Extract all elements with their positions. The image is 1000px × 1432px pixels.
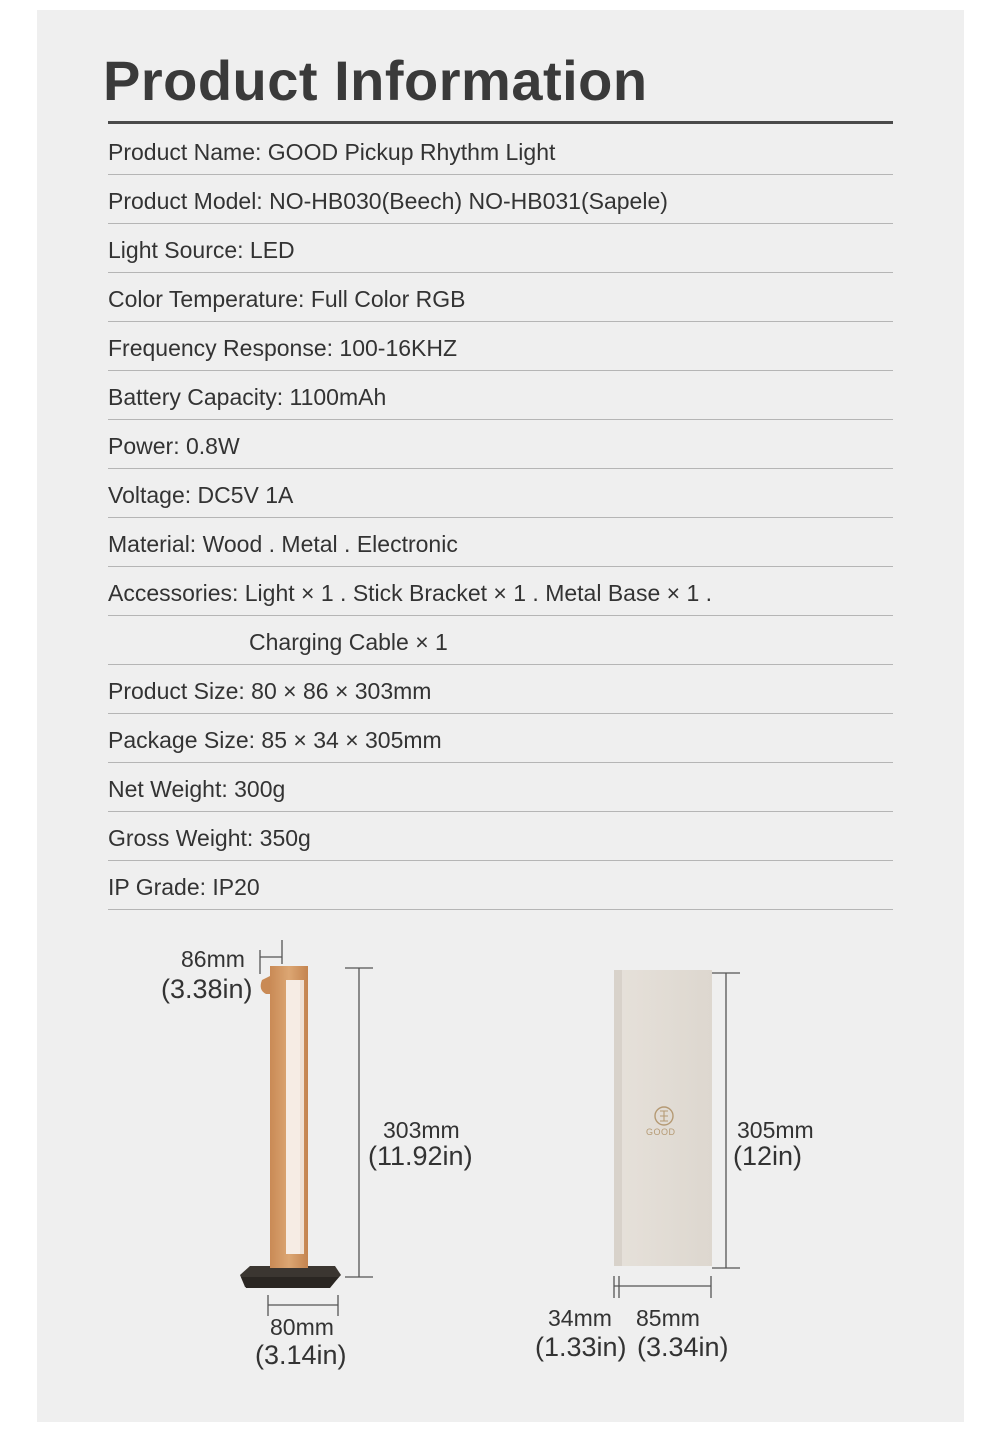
package-width-in-label: (3.34in) [637, 1332, 729, 1362]
package-illustration [614, 970, 712, 1266]
lamp-stick-bracket [261, 976, 270, 994]
package-width-mm-label: 85mm [636, 1305, 700, 1331]
lamp-illustration [240, 966, 341, 1288]
spec-voltage: Voltage: DC5V 1A [108, 482, 294, 508]
spec-product-model: Product Model: NO-HB030(Beech) NO-HB031(Sapele) [108, 188, 668, 214]
spec-battery-capacity: Battery Capacity: 1100mAh [108, 384, 387, 410]
package-box [614, 970, 712, 1266]
package-depth-mm-label: 34mm [548, 1305, 612, 1331]
package-box-side [614, 970, 622, 1266]
spec-product-size: Product Size: 80 × 86 × 303mm [108, 678, 432, 704]
page-title: Product Information [103, 49, 648, 112]
lamp-depth-in-label: (3.38in) [161, 974, 253, 1004]
spec-frequency-response: Frequency Response: 100-16KHZ [108, 335, 458, 361]
lamp-height-in-label: (11.92in) [368, 1141, 473, 1171]
spec-ip-grade: IP Grade: IP20 [108, 874, 260, 900]
lamp-width-in-label: (3.14in) [255, 1340, 347, 1370]
lamp-diffuser-edge [300, 980, 304, 1254]
package-height-mm-label: 305mm [737, 1117, 814, 1143]
spec-power: Power: 0.8W [108, 433, 240, 459]
spec-material: Material: Wood . Metal . Electronic [108, 531, 458, 557]
lamp-depth-mm-label: 86mm [181, 946, 245, 972]
spec-accessories-continued: Charging Cable × 1 [249, 629, 448, 655]
spec-net-weight: Net Weight: 300g [108, 776, 286, 802]
lamp-height-mm-label: 303mm [383, 1117, 460, 1143]
lamp-width-mm-label: 80mm [270, 1314, 334, 1340]
spec-product-name: Product Name: GOOD Pickup Rhythm Light [108, 139, 556, 165]
spec-light-source: Light Source: LED [108, 237, 295, 263]
package-logo-text: GOOD [646, 1127, 676, 1137]
package-depth-in-label: (1.33in) [535, 1332, 627, 1362]
lamp-base-edge [241, 1277, 339, 1288]
spec-accessories: Accessories: Light × 1 . Stick Bracket × 1 . Metal Base × 1 . [108, 580, 713, 606]
spec-gross-weight: Gross Weight: 350g [108, 825, 311, 851]
spec-package-size: Package Size: 85 × 34 × 305mm [108, 727, 442, 753]
package-height-in-label: (12in) [733, 1141, 803, 1171]
spec-color-temperature: Color Temperature: Full Color RGB [108, 286, 466, 312]
